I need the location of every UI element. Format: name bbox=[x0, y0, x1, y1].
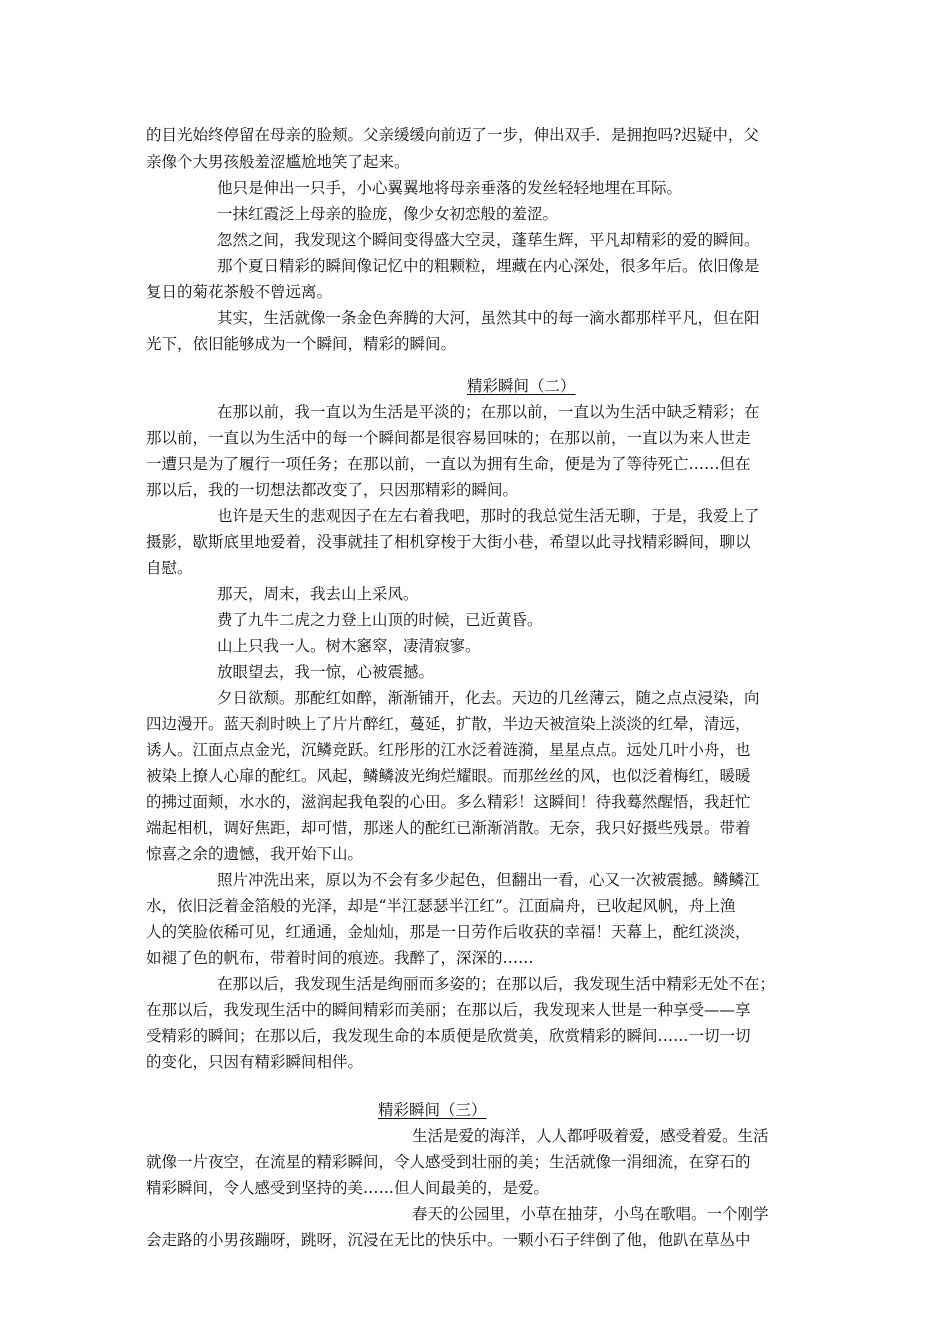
paragraph-line: 自慰。 bbox=[146, 559, 193, 577]
paragraph-line: 如褪了色的帆布，带着时间的痕迹。我醉了，深深的…… bbox=[146, 949, 534, 967]
paragraph-line: 会走路的小男孩蹦呀，跳呀，沉浸在无比的快乐中。一颗小石子绊倒了他，他趴在草丛中 bbox=[146, 1231, 751, 1249]
paragraph-line: 惊喜之余的遗憾，我开始下山。 bbox=[146, 845, 364, 863]
paragraph-line: 山上只我一人。树木窸窣，凄清寂寥。 bbox=[217, 637, 481, 655]
paragraph-line: 受精彩的瞬间；在那以后，我发现生命的本质便是欣赏美，欣赏精彩的瞬间……一切一切 bbox=[146, 1027, 751, 1045]
paragraph-line: 春天的公园里，小草在抽芽，小鸟在歌唱。一个刚学 bbox=[412, 1205, 769, 1223]
paragraph-line: 诱人。江面点点金光，沉鳞竞跃。红彤彤的江水泛着涟漪，星星点点。远处几叶小舟，也 bbox=[146, 741, 751, 759]
paragraph-line: 生活是爱的海洋，人人都呼吸着爱，感受着爱。生活 bbox=[412, 1127, 769, 1145]
paragraph-line: 被染上撩人心扉的酡红。风起，鳞鳞波光绚烂耀眼。而那丝丝的风，也似泛着梅红，暖暖 bbox=[146, 767, 751, 785]
paragraph-line: 夕日欲颓。那酡红如醉，渐渐铺开，化去。天边的几丝薄云，随之点点浸染，向 bbox=[217, 689, 760, 707]
paragraph-line: 忽然之间，我发现这个瞬间变得盛大空灵，蓬荜生辉，平凡却精彩的爱的瞬间。 bbox=[217, 231, 760, 249]
paragraph-line: 端起相机，调好焦距，却可惜，那迷人的酡红已渐渐消散。无奈，我只好摄些残景。带着 bbox=[146, 819, 751, 837]
paragraph-line: 四边漫开。蓝天刹时映上了片片醉红，蔓延，扩散，半边天被渲染上淡淡的红晕，清远， bbox=[146, 715, 751, 733]
paragraph-line: 复日的菊花茶般不曾远离。 bbox=[146, 283, 333, 301]
paragraph-line: 的变化，只因有精彩瞬间相伴。 bbox=[146, 1053, 364, 1071]
paragraph-line: 也许是天生的悲观因子在左右着我吧，那时的我总觉生活无聊，于是，我爱上了 bbox=[217, 507, 760, 525]
paragraph-line: 水，依旧泛着金箔般的光泽，却是“半江瑟瑟半江红”。江面扁舟，已收起风帆，舟上渔 bbox=[146, 897, 736, 915]
paragraph-line: 精彩瞬间，令人感受到坚持的美……但人间最美的，是爱。 bbox=[146, 1179, 550, 1197]
paragraph-line: 的拂过面颊，水水的，滋润起我龟裂的心田。多么精彩！这瞬间！待我蓦然醒悟，我赶忙 bbox=[146, 793, 751, 811]
paragraph-line: 照片冲洗出来，原以为不会有多少起色，但翻出一看，心又一次被震撼。鳞鳞江 bbox=[217, 871, 760, 889]
paragraph-line: 就像一片夜空，在流星的精彩瞬间，令人感受到壮丽的美；生活就像一涓细流，在穿石的 bbox=[146, 1153, 751, 1171]
paragraph-line: 在那以前，我一直以为生活是平淡的；在那以前，一直以为生活中缺乏精彩；在 bbox=[217, 403, 760, 421]
paragraph-line: 一抹红霞泛上母亲的脸庞，像少女初恋般的羞涩。 bbox=[217, 205, 559, 223]
paragraph-line: 在那以后，我发现生活是绚丽而多姿的；在那以后，我发现生活中精彩无处不在； bbox=[217, 975, 776, 993]
paragraph-line: 那以前，一直以为生活中的每一个瞬间都是很容易回味的；在那以前，一直以为来人世走 bbox=[146, 429, 751, 447]
paragraph-line: 那个夏日精彩的瞬间像记忆中的粗颗粒，埋藏在内心深处，很多年后。依旧像是 bbox=[217, 257, 760, 275]
paragraph-line: 的目光始终停留在母亲的脸颊。父亲缓缓向前迈了一步，伸出双手．是拥抱吗?迟疑中，父 bbox=[146, 126, 759, 144]
paragraph-line: 摄影，歇斯底里地爱着，没事就挂了相机穿梭于大街小巷，希望以此寻找精彩瞬间，聊以 bbox=[146, 533, 751, 551]
paragraph-line: 那以后，我的一切想法都改变了，只因那精彩的瞬间。 bbox=[146, 481, 519, 499]
paragraph-line: 其实，生活就像一条金色奔腾的大河，虽然其中的每一滴水都那样平凡，但在阳 bbox=[217, 309, 760, 327]
paragraph-line: 他只是伸出一只手，小心翼翼地将母亲垂落的发丝轻轻地埋在耳际。 bbox=[217, 179, 683, 197]
paragraph-line: 在那以后，我发现生活中的瞬间精彩而美丽；在那以后，我发现来人世是一种享受——享 bbox=[146, 1001, 751, 1019]
paragraph-line: 费了九牛二虎之力登上山顶的时候，已近黄昏。 bbox=[217, 611, 543, 629]
section-title-3: 精彩瞬间（三） bbox=[378, 1101, 487, 1119]
paragraph-line: 那天，周末，我去山上采风。 bbox=[217, 585, 419, 603]
paragraph-line: 光下，依旧能够成为一个瞬间，精彩的瞬间。 bbox=[146, 335, 457, 353]
paragraph-line: 放眼望去，我一惊，心被震撼。 bbox=[217, 663, 435, 681]
paragraph-line: 亲像个大男孩般羞涩尴尬地笑了起来。 bbox=[146, 153, 410, 171]
section-title-2: 精彩瞬间（二） bbox=[467, 377, 576, 395]
paragraph-line: 人的笑脸依稀可见，红通通，金灿灿，那是一日劳作后收获的幸福！天幕上，酡红淡淡， bbox=[146, 923, 751, 941]
paragraph-line: 一遭只是为了履行一项任务；在那以前，一直以为拥有生命，便是为了等待死亡……但在 bbox=[146, 455, 751, 473]
